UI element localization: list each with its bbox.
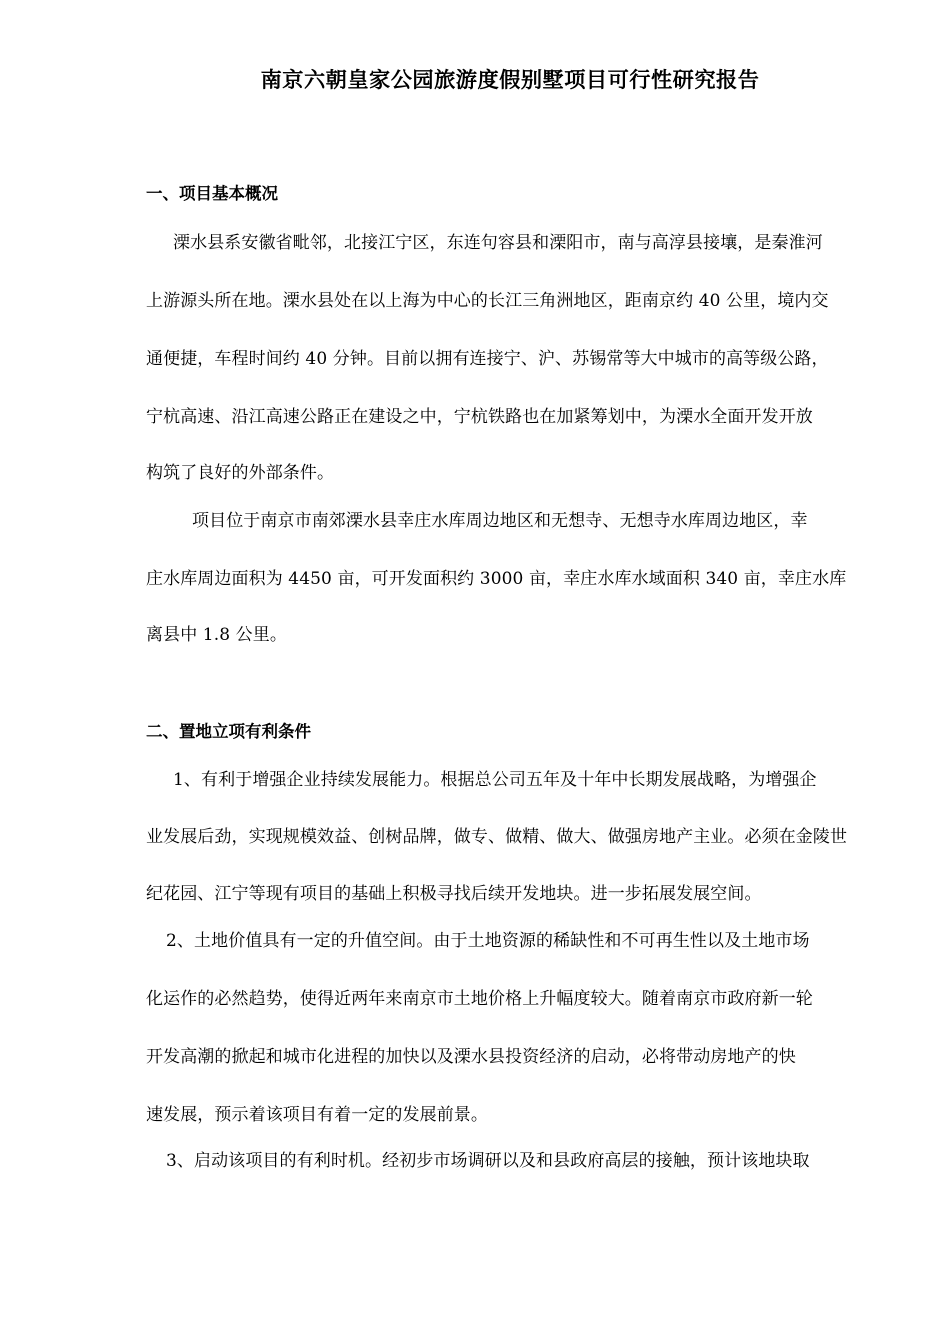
paragraph-line: 宁杭高速、沿江高速公路正在建设之中，宁杭铁路也在加紧筹划中，为溧水全面开发开放 xyxy=(146,407,813,427)
paragraph-line: 庄水库周边面积为 4450 亩，可开发面积约 3000 亩，幸庄水库水域面积 340 亩，幸庄水库 xyxy=(146,569,847,589)
paragraph-line: 项目位于南京市南郊溧水县幸庄水库周边地区和无想寺、无想寺水库周边地区，幸 xyxy=(192,511,808,531)
paragraph-line: 业发展后劲，实现规模效益、创树品牌，做专、做精、做大、做强房地产主业。必须在金陵世 xyxy=(146,827,848,847)
paragraph-line: 速发展，预示着该项目有着一定的发展前景。 xyxy=(146,1105,488,1125)
document-title: 南京六朝皇家公园旅游度假别墅项目可行性研究报告 xyxy=(260,67,760,92)
section-heading-overview: 一、项目基本概况 xyxy=(146,184,278,203)
paragraph-line: 纪花园、江宁等现有项目的基础上积极寻找后续开发地块。进一步拓展发展空间。 xyxy=(146,884,762,904)
paragraph-line: 3、启动该项目的有利时机。经初步市场调研以及和县政府高层的接触，预计该地块取 xyxy=(166,1151,810,1171)
paragraph-line: 开发高潮的掀起和城市化进程的加快以及溧水县投资经济的启动，必将带动房地产的快 xyxy=(146,1047,796,1067)
paragraph-line: 化运作的必然趋势，使得近两年来南京市土地价格上升幅度较大。随着南京市政府新一轮 xyxy=(146,989,813,1009)
paragraph-line: 1、有利于增强企业持续发展能力。根据总公司五年及十年中长期发展战略，为增强企 xyxy=(173,770,817,790)
paragraph-line: 上游源头所在地。溧水县处在以上海为中心的长江三角洲地区，距南京约 40 公里，境内交 xyxy=(146,291,829,311)
paragraph-line: 溧水县系安徽省毗邻，北接江宁区，东连句容县和溧阳市，南与高淳县接壤，是秦淮河 xyxy=(173,233,823,253)
paragraph-line: 离县中 1.8 公里。 xyxy=(146,625,287,645)
paragraph-line: 通便捷，车程时间约 40 分钟。目前以拥有连接宁、沪、苏锡常等大中城市的高等级公路， xyxy=(146,349,829,369)
paragraph-line: 2、土地价值具有一定的升值空间。由于土地资源的稀缺性和不可再生性以及土地市场 xyxy=(166,931,810,951)
paragraph-line: 构筑了良好的外部条件。 xyxy=(146,463,335,483)
section-heading-advantages: 二、置地立项有利条件 xyxy=(146,722,311,741)
